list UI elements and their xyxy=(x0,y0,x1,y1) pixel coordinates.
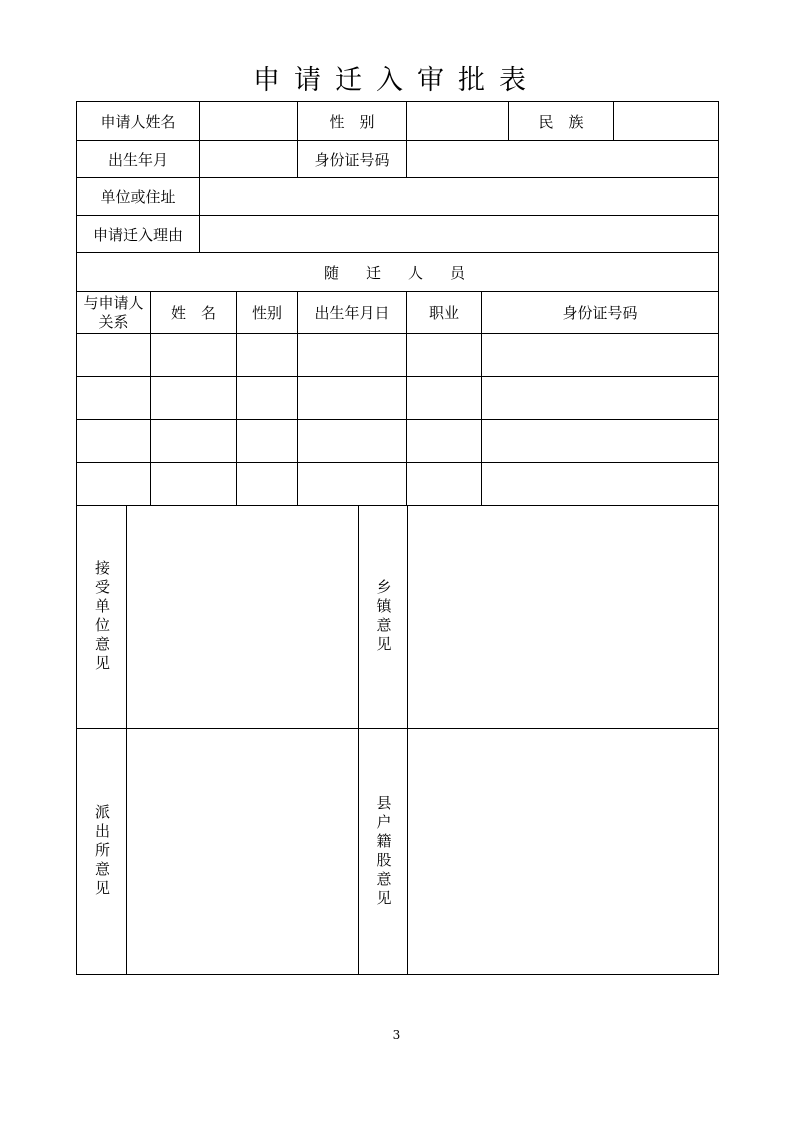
column-header-id-number: 身份证号码 xyxy=(562,304,638,322)
ethnicity-label: 民 族 xyxy=(538,112,584,131)
column-header-gender: 性别 xyxy=(251,304,282,322)
table-row[interactable] xyxy=(77,420,718,462)
birth-month-field[interactable] xyxy=(200,141,297,177)
township-opinion-label: 乡镇意见 xyxy=(374,579,393,655)
unit-address-field[interactable] xyxy=(200,178,718,215)
county-registry-opinion-field[interactable] xyxy=(408,729,718,974)
page-title: 申请迁入审批表 xyxy=(253,65,540,96)
table-row[interactable] xyxy=(77,334,718,376)
birth-month-label: 出生年月 xyxy=(107,150,168,169)
table-row[interactable] xyxy=(77,463,718,505)
township-opinion-field[interactable] xyxy=(408,506,718,728)
reason-label: 申请迁入理由 xyxy=(92,225,183,244)
reason-field[interactable] xyxy=(200,216,718,252)
page-number: 3 xyxy=(392,1028,401,1042)
column-header-name: 姓 名 xyxy=(170,304,216,322)
gender-field[interactable] xyxy=(407,102,508,140)
gender-label: 性 别 xyxy=(329,112,375,131)
ethnicity-field[interactable] xyxy=(614,102,718,140)
unit-address-label: 单位或住址 xyxy=(100,188,176,206)
companions-header: 随 迁 人 员 xyxy=(323,263,471,282)
id-number-label: 身份证号码 xyxy=(314,150,390,169)
receiving-unit-opinion-label: 接受单位意见 xyxy=(93,560,111,674)
id-number-field[interactable] xyxy=(407,141,718,177)
table-border-bottom xyxy=(76,974,719,975)
table-row[interactable] xyxy=(77,377,718,419)
column-header-relationship: 与申请人关系 xyxy=(83,293,144,331)
table-border-right xyxy=(718,101,719,975)
applicant-name-label: 申请人姓名 xyxy=(100,112,176,131)
applicant-name-field[interactable] xyxy=(200,102,297,140)
column-header-birth-date: 出生年月日 xyxy=(314,304,390,322)
county-registry-opinion-label: 县户籍股意见 xyxy=(374,794,393,909)
column-header-occupation: 职业 xyxy=(428,304,459,322)
police-station-opinion-field[interactable] xyxy=(127,729,358,974)
receiving-unit-opinion-field[interactable] xyxy=(127,506,358,728)
police-station-opinion-label: 派出所意见 xyxy=(93,804,111,899)
